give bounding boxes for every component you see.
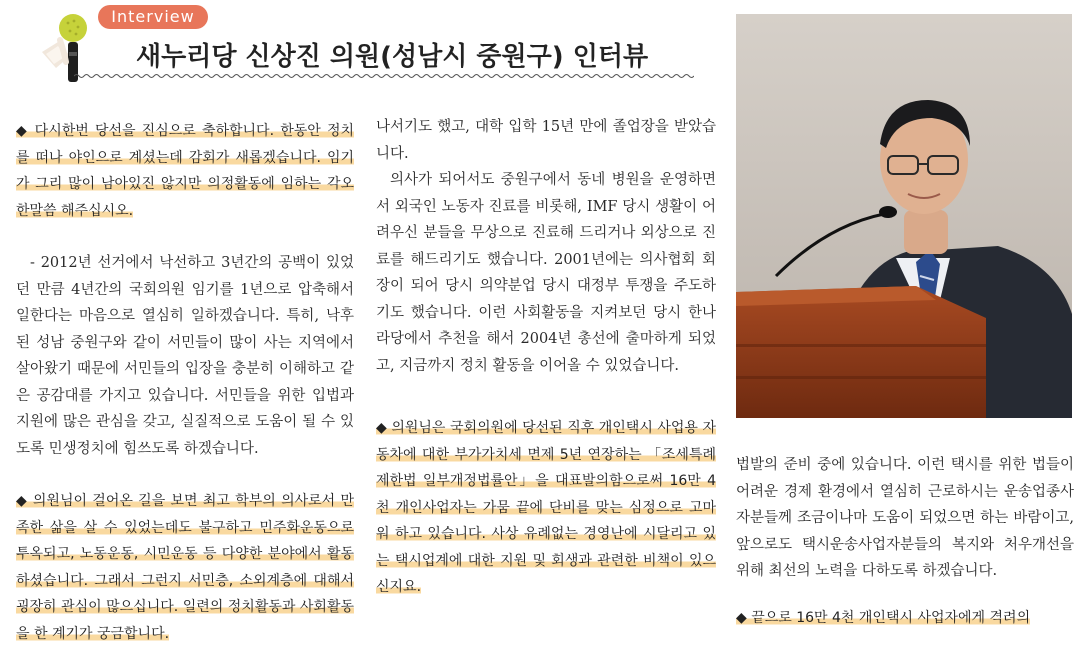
page-title: 새누리당 신상진 의원(성남시 중원구) 인터뷰 bbox=[136, 42, 649, 72]
speaker-photo bbox=[736, 14, 1072, 418]
question-3 bbox=[376, 415, 716, 601]
question-1-text: ◆ 다시한번 당선을 진심으로 축하합니다. 한동안 정치를 떠나 야인으로 계셨는데 감회가 새롭겠습니다. 임기가 그리 많이 남아있진 않지만 의정활동에 임하는 각오 한말씀 해주십시오. bbox=[16, 123, 354, 219]
question-1 bbox=[16, 118, 354, 224]
question-2-text: ◆ 의원님이 걸어온 길을 보면 최고 학부의 의사로서 만족한 삶을 살 수 있었는데도 불구하고 민주화운동으로 투옥되고, 노동운동, 시민운동 등 다양한 분야에서 활동하셨습니다. 그래서 그런지 서민층, 소외계층에 대해서 굉장히 관심이 많으십니다. 일련의 정치활동과 사회활동을 한 계기가 궁금합니다. bbox=[16, 493, 354, 642]
answer-1: - 2012년 선거에서 낙선하고 3년간의 공백이 있었던 만큼 4년간의 국회의원 임기를 1년으로 압축해서 일한다는 마음으로 열심히 일하겠습니다. 특히, 낙후된 성남 중원구와 같이 서민들이 많이 사는 지역에서 살아왔기 때문에 서민들의 입장을 충분히 이해하고 같은 공감대를 가지고 있습니다. 서민들을 위한 입법과 지원에 많은 관심을 갖고, 실질적으로 도움이 될 수 있도록 민생정치에 힘쓰도록 하겠습니다. bbox=[16, 255, 354, 457]
question-4-text: ◆ 끝으로 16만 4천 개인택시 사업자에게 격려의 bbox=[736, 609, 1031, 626]
answer-2-paragraph: 의사가 되어서도 중원구에서 동네 병원을 운영하면서 외국인 노동자 진료를 비롯해, IMF 당시 생활이 어려우신 분들을 무상으로 진료해 드리거나 외상으로 진료를 해드리기도 했습니다. 2001년에는 의사협회 회장이 되어 당시 의약분업 당시 대정부 투쟁을 주도하기도 했습니다. 이런 사회활동을 지켜보던 당시 한나라당에서 추천을 해서 2004년 총선에 출마하게 되었고, 지금까지 정치 활동을 이어올 수 있었습니다. bbox=[376, 172, 716, 374]
column-left bbox=[16, 118, 354, 647]
column-middle bbox=[376, 114, 716, 601]
interview-tag: Interview bbox=[98, 5, 208, 29]
answer-2-continued: 나서기도 했고, 대학 입학 15년 만에 졸업장을 받았습니다. bbox=[376, 119, 716, 162]
answer-3-continued: 법발의 준비 중에 있습니다. 이런 택시를 위한 법들이 어려운 경제 환경에서 열심히 근로하시는 운송업종사자분들께 조금이나마 도움이 되었으면 하는 바람이고, 앞으로도 택시운송사업자분들의 복지와 처우개선을 위해 최선의 노력을 다하도록 하겠습니다. bbox=[736, 457, 1074, 579]
question-2 bbox=[16, 488, 354, 647]
column-right bbox=[736, 452, 1074, 631]
article-header bbox=[0, 0, 700, 90]
question-3-text: ◆ 의원님은 국회의원에 당선된 직후 개인택시 사업용 자동차에 대한 부가가치세 면제 5년 연장하는 「조세특례제한법 일부개정법률안」을 대표발의함으로써 16만 4천 개인사업자는 가뭄 끝에 단비를 맞는 심정으로 고마워 하고 있습니다. 사상 유례없는 경영난에 시달리고 있는 택시업계에 대한 지원 및 회생과 관련한 비책이 있으신지요. bbox=[376, 420, 716, 595]
question-4 bbox=[736, 605, 1074, 632]
title-underline bbox=[74, 73, 694, 79]
